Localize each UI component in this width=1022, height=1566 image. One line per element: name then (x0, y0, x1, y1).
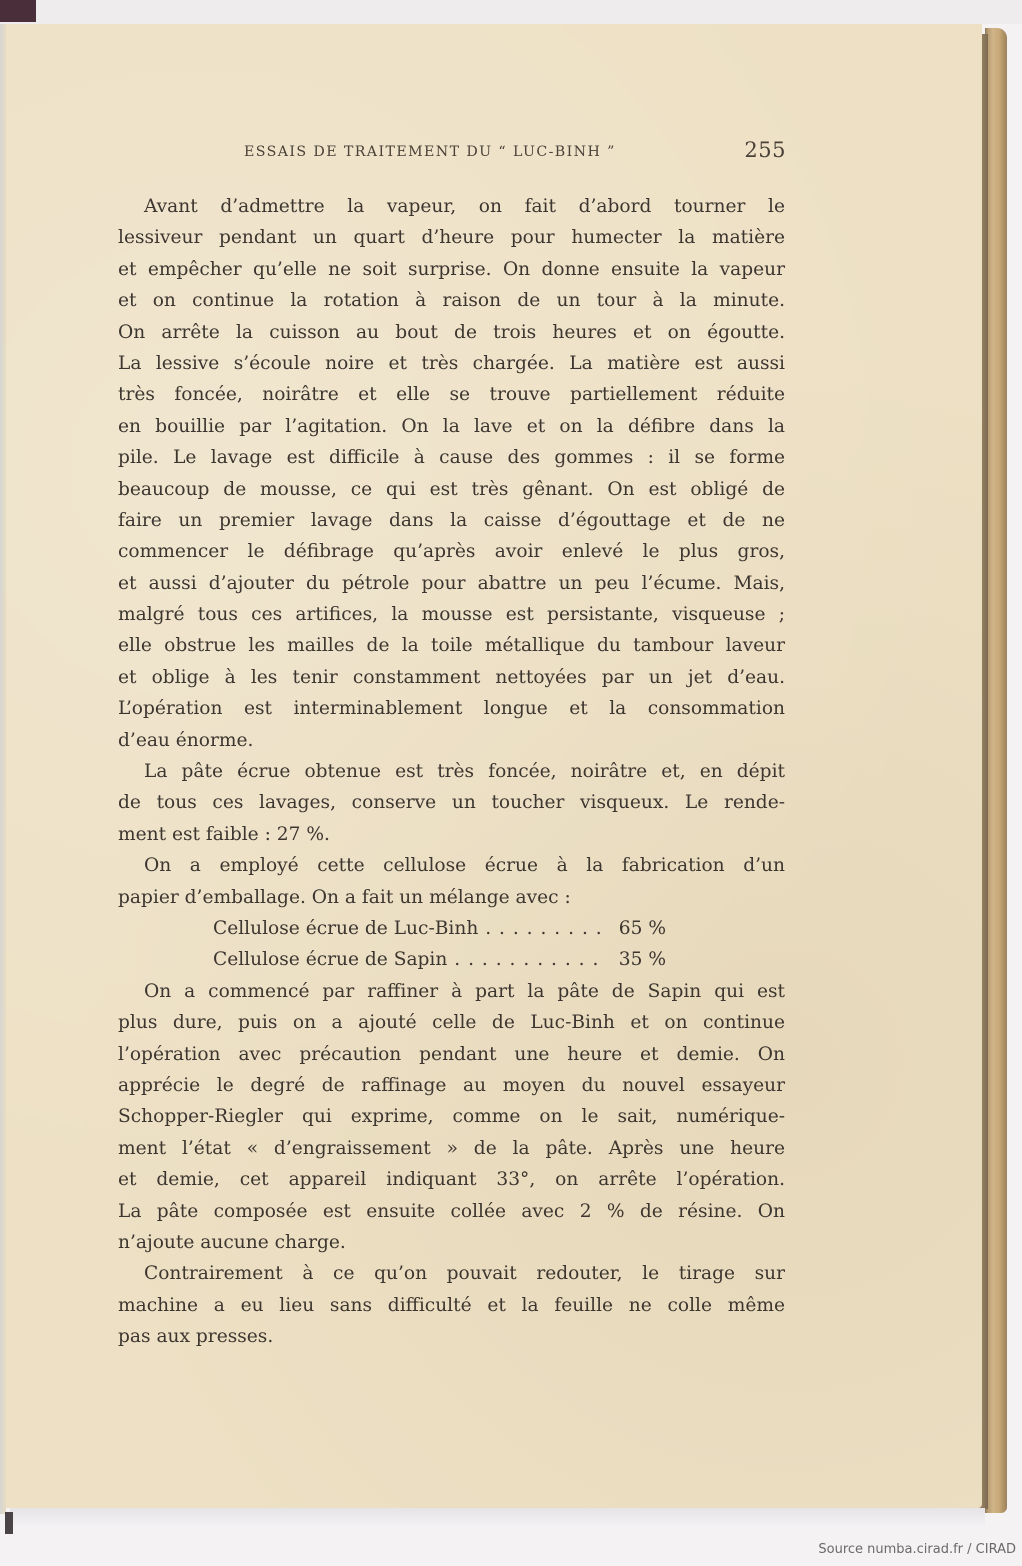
text-line: ment l’état « d’engraissement » de la pâte. Après une heure (118, 1137, 785, 1159)
text-line: papier d’emballage. On a fait un mélange avec : (118, 886, 571, 908)
text-line: pile. Le lavage est difficile à cause des gommes : il se forme (118, 447, 785, 469)
mixture-label: Cellulose écrue de Sapin . . . (213, 944, 606, 975)
text-line: ment est faible : 27 %. (118, 823, 330, 845)
text-line: plus dure, puis on a ajouté celle de Luc-Binh et on continue (118, 1012, 785, 1034)
paragraph (118, 1258, 785, 1352)
text-line: et aussi d’ajouter du pétrole pour abattre un peu l’écume. Mais, (118, 572, 785, 594)
table-row (118, 944, 785, 975)
text-line: lessiveur pendant un quart d’heure pour humecter la matière (118, 227, 785, 249)
mixture-table (118, 913, 785, 976)
text-line: machine a eu lieu sans difficulté et la feuille ne colle même (118, 1294, 785, 1316)
text-line: Schopper-Riegler qui exprime, comme on le sait, numérique- (118, 1106, 785, 1128)
text-line: On a employé cette cellulose écrue à la fabrication d’un (144, 855, 785, 877)
text-line: de tous ces lavages, conserve un toucher visqueux. Le rende- (118, 792, 785, 814)
text-line: et oblige à les tenir constamment nettoyées par un jet d’eau. (118, 666, 785, 688)
text-line: pas aux presses. (118, 1326, 274, 1348)
running-title: ESSAIS DE TRAITEMENT DU “ LUC-BINH ” (244, 144, 616, 160)
text-line: beaucoup de mousse, ce qui est très gênant. On est obligé de (118, 478, 785, 500)
text-line: et demie, cet appareil indiquant 33°, on arrête l’opération. (118, 1169, 785, 1191)
text-line: apprécie le degré de raffinage au moyen du nouvel essayeur (118, 1074, 785, 1096)
text-line: malgré tous ces artifices, la mousse est persistante, visqueuse ; (118, 604, 785, 626)
text-line: On arrête la cuisson au bout de trois heures et on égoutte. (118, 321, 785, 343)
paragraph (118, 850, 785, 913)
text-line: On a commencé par raffiner à part la pâte de Sapin qui est (144, 980, 785, 1002)
mixture-label: Cellulose écrue de Luc-Binh . . . (213, 913, 606, 944)
text-line: L’opération est interminablement longue et la consommation (118, 698, 785, 720)
body-text (118, 191, 785, 1352)
table-row (118, 913, 785, 944)
text-line: Contrairement à ce qu’on pouvait redouter, le tirage sur (144, 1263, 785, 1285)
mixture-value: 65 % (618, 917, 666, 939)
text-line: d’eau énorme. (118, 729, 254, 751)
scan-background-top (0, 0, 1022, 24)
binding-edge-bottom (5, 1512, 13, 1534)
text-line: faire un premier lavage dans la caisse d’égouttage et de ne (118, 509, 785, 531)
text-line: La pâte écrue obtenue est très foncée, noirâtre et, en dépit (144, 761, 785, 783)
text-line: très foncée, noirâtre et elle se trouve partiellement réduite (118, 384, 785, 406)
text-line: l’opération avec précaution pendant une heure et demie. On (118, 1043, 785, 1065)
text-line: et empêcher qu’elle ne soit surprise. On donne ensuite la vapeur (118, 258, 785, 280)
mixture-value: 35 % (618, 949, 666, 971)
page-number: 255 (744, 138, 786, 162)
paragraph (118, 756, 785, 850)
binding-edge (0, 0, 36, 22)
paragraph (118, 191, 785, 756)
page-bottom-shadow (10, 1508, 985, 1528)
text-line: La pâte composée est ensuite collée avec 2 % de résine. On (118, 1200, 785, 1222)
text-line: commencer le défibrage qu’après avoir enlevé le plus gros, (118, 541, 785, 563)
source-credit: Source numba.cirad.fr / CIRAD (818, 1542, 1016, 1557)
page-stack-edge (985, 28, 1007, 1513)
page-header (118, 138, 788, 166)
paragraph (118, 976, 785, 1259)
text-line: et on continue la rotation à raison de un tour à la minute. (118, 290, 785, 312)
text-line: elle obstrue les mailles de la toile métallique du tambour laveur (118, 635, 785, 657)
text-line: La lessive s’écoule noire et très chargée. La matière est aussi (118, 352, 785, 374)
text-line: n’ajoute aucune charge. (118, 1231, 346, 1253)
text-line: en bouillie par l’agitation. On la lave et on la défibre dans la (118, 415, 785, 437)
text-line: Avant d’admettre la vapeur, on fait d’abord tourner le (144, 196, 785, 217)
